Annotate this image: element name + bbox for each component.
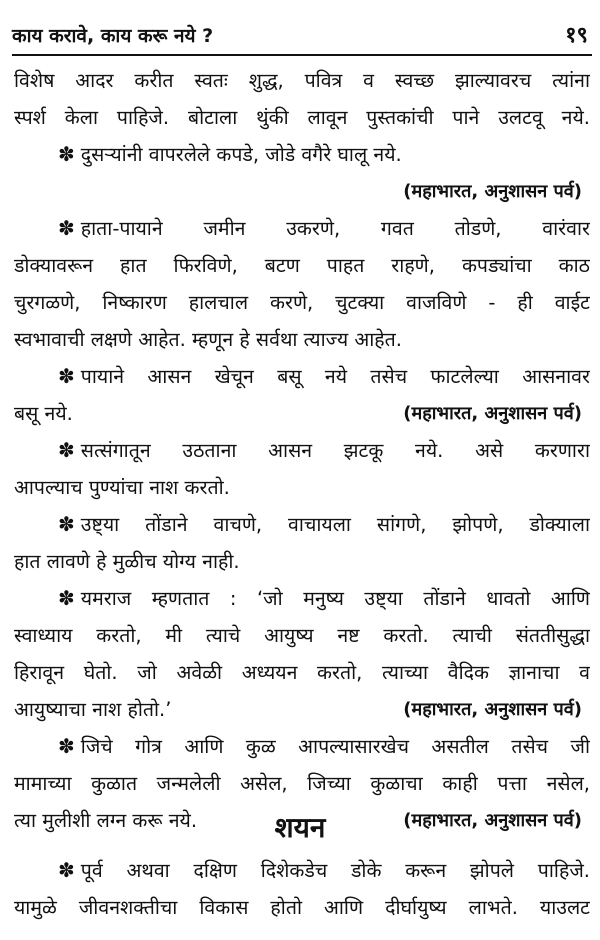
flower-bullet-icon: ✽ bbox=[58, 142, 75, 166]
section-heading: शयन bbox=[274, 811, 326, 844]
flower-bullet-icon: ✽ bbox=[58, 734, 75, 758]
flower-bullet-icon: ✽ bbox=[58, 438, 75, 462]
flower-bullet-icon: ✽ bbox=[58, 216, 75, 240]
bullet-line bbox=[14, 136, 590, 173]
flower-bullet-icon: ✽ bbox=[58, 512, 75, 536]
body-text bbox=[14, 62, 590, 839]
bullet-line bbox=[14, 728, 590, 765]
citation: (महाभारत, अनुशासन पर्व) bbox=[403, 810, 582, 831]
text-line: मामाच्या कुळात जन्मलेली असेल, जिच्या कुळाचा काही पत्ता नसेल, bbox=[14, 772, 590, 795]
bullet-line bbox=[14, 580, 590, 617]
bullet-line bbox=[14, 852, 590, 889]
text-span: बसू नये. bbox=[14, 402, 73, 425]
text-line: हात लावणे हे मुळीच योग्य नाही. bbox=[14, 550, 240, 573]
text-line: चुरगळणे, निष्कारण हालचाल करणे, चुटक्या वाजविणे - ही वाईट bbox=[14, 291, 590, 314]
flower-bullet-icon: ✽ bbox=[58, 586, 75, 610]
running-title: काय करावे, काय करू नये ? bbox=[12, 25, 214, 47]
section-body bbox=[14, 852, 590, 926]
text-line: विशेष आदर करीत स्वतः शुद्ध, पवित्र व स्वच्छ झाल्यावरच त्यांना bbox=[14, 69, 590, 92]
bullet-line bbox=[14, 210, 590, 247]
text-span: उष्ट्या तोंडाने वाचणे, वाचायला सांगणे, झोपणे, डोक्याला bbox=[80, 513, 590, 536]
text-line: यामुळे जीवनशक्तीचा विकास होतो आणि दीर्घायुष्य लाभते. याउलट bbox=[14, 896, 590, 919]
text-line-with-citation bbox=[14, 691, 590, 728]
text-span: हाता-पायाने जमीन उकरणे, गवत तोडणे, वारंवार bbox=[80, 217, 590, 240]
page-header bbox=[12, 18, 592, 56]
page-number: १९ bbox=[565, 23, 588, 48]
text-span: सत्संगातून उठताना आसन झटकू नये. असे करणारा bbox=[80, 439, 590, 462]
text-line-with-citation bbox=[14, 395, 590, 432]
text-line: स्वभावाची लक्षणे आहेत. म्हणून हे सर्वथा त्याज्य आहेत. bbox=[14, 328, 402, 351]
bullet-line bbox=[14, 506, 590, 543]
text-line: हिरावून घेतो. जो अवेळी अध्ययन करतो, त्याच्या वैदिक ज्ञानाचा व bbox=[14, 661, 590, 684]
text-span: यमराज म्हणतात : ‘जो मनुष्य उष्ट्या तोंडाने धावतो आणि bbox=[80, 587, 590, 610]
text-span: आयुष्याचा नाश होतो.’ bbox=[14, 698, 172, 721]
text-span: जिचे गोत्र आणि कुळ आपल्यासारखेच असतील तसेच जी bbox=[80, 735, 590, 758]
text-line: आपल्याच पुण्यांचा नाश करतो. bbox=[14, 476, 230, 499]
text-line: स्पर्श केला पाहिजे. बोटाला थुंकी लावून पुस्तकांची पाने उलटवू नये. bbox=[14, 106, 590, 129]
text-span: पूर्व अथवा दक्षिण दिशेकडेच डोके करून झोपले पाहिजे. bbox=[80, 859, 590, 882]
citation: (महाभारत, अनुशासन पर्व) bbox=[403, 181, 582, 202]
flower-bullet-icon: ✽ bbox=[58, 364, 75, 388]
citation: (महाभारत, अनुशासन पर्व) bbox=[403, 403, 582, 424]
text-line: स्वाध्याय करतो, मी त्याचे आयुष्य नष्ट करतो. त्याची संततीसुद्धा bbox=[14, 624, 590, 647]
text-span: पायाने आसन खेचून बसू नये तसेच फाटलेल्या आसनावर bbox=[80, 365, 590, 388]
text-line: डोक्यावरून हात फिरविणे, बटण पाहत राहणे, कपड्यांचा काठ bbox=[14, 254, 590, 277]
bullet-line bbox=[14, 432, 590, 469]
bullet-line bbox=[14, 358, 590, 395]
citation: (महाभारत, अनुशासन पर्व) bbox=[403, 699, 582, 720]
flower-bullet-icon: ✽ bbox=[58, 858, 75, 882]
text-span: दुसऱ्यांनी वापरलेले कपडे, जोडे वगैरे घालू नये. bbox=[80, 143, 402, 166]
text-span: त्या मुलीशी लग्न करू नये. bbox=[14, 809, 198, 832]
